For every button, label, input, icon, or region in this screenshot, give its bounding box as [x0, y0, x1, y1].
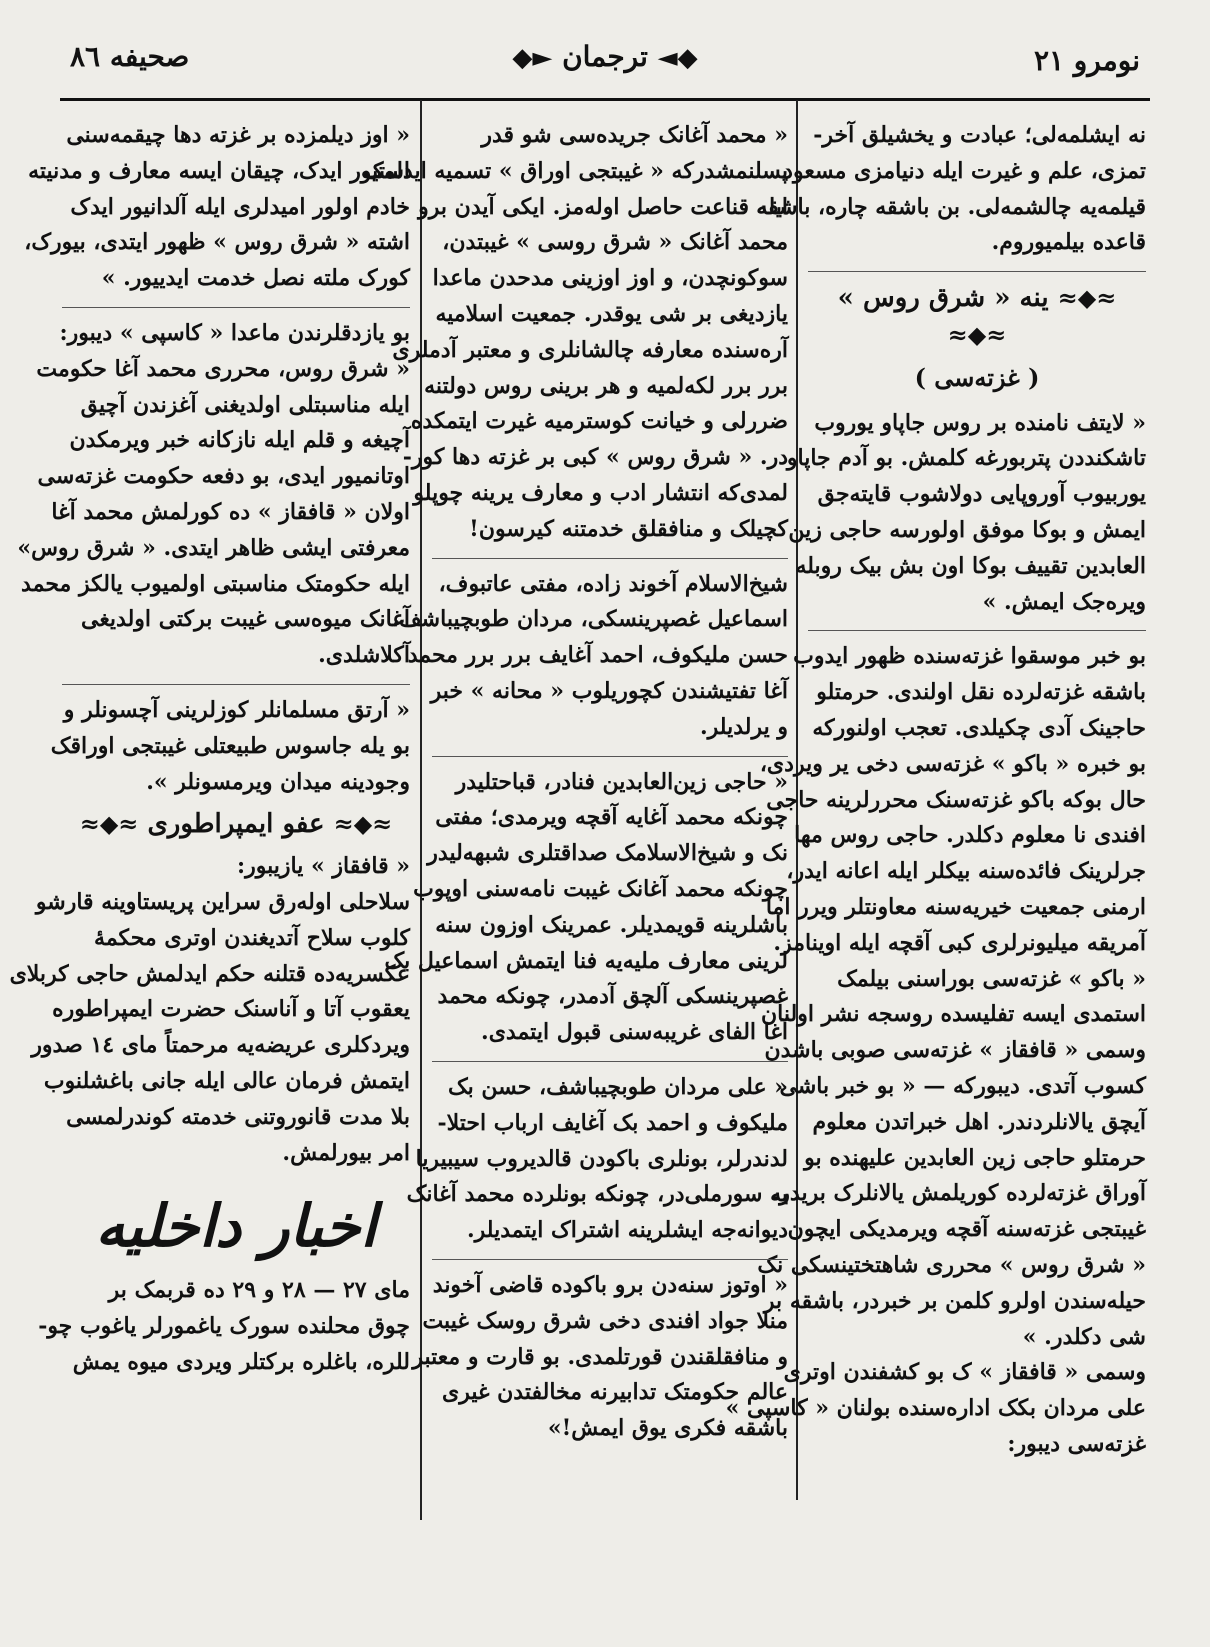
text-line: تمزی، علم و غیرت ایله دنیامزی مسعود — [783, 157, 1146, 184]
text-line: مای ٢٧ — ٢٨ و ٢٩ ده قربمک بر — [108, 1277, 410, 1304]
text-line: محمد آغانک « شرق روسی » غیبتدن، — [442, 229, 788, 256]
text-line: « محمد آغانک جریده‌سی شو قدر — [481, 122, 788, 148]
text-line: سوکونچدن، و اوز اوزینی مدحدن ماعدا — [432, 265, 788, 292]
divider — [62, 684, 410, 685]
text-line: ایله مناسبتلی اولدیغنی آغزندن آچیق — [80, 391, 410, 418]
text-line: قیلمه‌یه چالشمه‌لی. بن باشقه چاره، باشقه — [756, 193, 1146, 220]
text-line: لدندرلر، بونلری باکودن قالدیروب سیبیریا — [415, 1145, 788, 1172]
header-rule — [60, 98, 1150, 101]
column-left-p2 — [17, 316, 410, 674]
text-line: وسمی « قافقاز » غزته‌سی صوبی باشدن — [764, 1037, 1146, 1064]
text-line: « باکو » غزته‌سی بوراسنی بیلمک — [837, 965, 1146, 992]
text-line: باشقه غزته‌لرده نقل اولندی. حرمتلو — [816, 679, 1146, 706]
text-line: « آرتق مسلمانلر کوزلرینی آچسونلر و — [63, 696, 410, 723]
text-line: ایله قناعت حاصل اوله‌مز. ایکی آیدن برو — [418, 193, 788, 220]
text-line: بو خبره « باکو » غزته‌سی دخی یر ویردی، — [759, 750, 1146, 777]
text-line: العابدین تقییف بوکا اون بش بیک روبله — [795, 552, 1146, 579]
ornament-icon: ≈◆≈ — [947, 319, 1007, 349]
text-line: وسمی « قافقاز » ک بو کشفندن اوتری — [783, 1359, 1146, 1386]
text-line: کسوب آتدی. دیبورکه — « بو خبر باشی — [779, 1072, 1146, 1099]
text-line: وجودینه میدان ویرمسونلر ». — [146, 768, 410, 795]
masthead-title — [60, 40, 1150, 73]
text-line: سلاحلی اوله‌رق سراین پریستاوینه قارشو — [35, 888, 410, 915]
text-line: غصپرینسکی آلچق آدمدر، چونکه محمد — [437, 983, 788, 1010]
text-line: آمریقه میلیونرلری کبی آقچه ایله اوینامز. — [773, 929, 1146, 956]
text-line: کچیلک و منافقلق خدمتنه کیرسون! — [469, 515, 788, 542]
text-line: برر برر لکه‌لمیه و هر برینی روس دولتنه — [424, 372, 788, 399]
text-line: اشته « شرق روس » ظهور ایتدی، بیورک، — [24, 229, 410, 256]
text-line: « حاجی زین‌العابدین فنادر، قباحتلیدر — [455, 768, 788, 795]
section-heading-sharq-rus: ≈◆≈ ینه « شرق روس » ≈◆≈ — [837, 283, 1117, 349]
column-middle-p4 — [406, 1070, 788, 1249]
masthead-ornament-right-icon: ►◆ — [512, 43, 553, 73]
column-left-p3 — [50, 693, 410, 800]
text-line: امر بیورلمش. — [282, 1139, 410, 1166]
text-line: باشلرینه قویمدیلر. عمرینک اوزون سنه — [435, 911, 788, 938]
section-heading-afv: ≈◆≈ عفو ایمپراطوری ≈◆≈ — [79, 809, 393, 840]
column-right-intro — [756, 118, 1146, 261]
text-line: عکسریه‌ده قتلنه حکم ایدلمش حاجی کربلای — [9, 960, 410, 987]
masthead-ornament-left-icon: ◆◄ — [657, 43, 698, 73]
text-line: آغا الفای غریبه‌سنی قبول ایتمدی. — [481, 1019, 788, 1046]
text-line: ایمش و بوکا موفق اولورسه حاجی زین — [788, 516, 1146, 543]
text-line: تاشکنددن پتربورغه کلمش. بو آدم جاپاو — [786, 445, 1146, 472]
text-line: آیچق یالانلردندر. اهل خبراتدن معلوم — [812, 1108, 1146, 1135]
text-line: ویره‌جک ایمش. » — [982, 588, 1146, 615]
text-line: « شرق روس، محرری محمد آغا حکومت — [36, 355, 410, 382]
masthead-title-text: ترجمان — [562, 40, 648, 73]
ornament-icon: ≈◆≈ — [1057, 283, 1117, 313]
ornament-icon: ≈◆≈ — [333, 809, 393, 839]
text-line: استیور ایدک، چیقان ایسه معارف و مدنیته — [28, 157, 410, 184]
divider — [808, 630, 1146, 631]
text-line: آوراق غزته‌لرده کوریلمش یالانلرک بریدر. — [771, 1180, 1146, 1207]
text-line: شیخ‌الاسلام آخوند زاده، مفتی عاتبوف، — [438, 570, 788, 597]
divider — [432, 558, 788, 559]
text-line: آغانک میوه‌سی غیبت برکتی اولدیغی — [80, 606, 410, 633]
text-line: لرینی معارف ملیه‌یه فنا ایتمش اسماعیل بک — [384, 947, 788, 974]
text-line: بو خبر موسقوا غزته‌سنده ظهور ایدوب — [793, 643, 1146, 670]
column-left-p4 — [9, 849, 410, 1171]
section-subheading: ( غزته‌سی ) — [914, 362, 1040, 392]
text-line: آچیغه و قلم ایله نازکانه خبر ویرمکدن — [69, 427, 410, 454]
text-line: « اوتوز سنه‌دن برو باکوده قاضی آخوند — [432, 1271, 788, 1298]
text-line: معرفتی ایشی ظاهر ایتدی. « شرق روس» — [17, 534, 410, 561]
divider — [808, 271, 1146, 272]
text-line: چونکه محمد آغانک غیبت نامه‌سنی اوپوب — [413, 875, 788, 902]
text-line: حرمتلو حاجی زین العابدین علیهنده بو — [804, 1144, 1146, 1171]
text-line: حیله‌سندن اولرو کلمن بر خبردر، باشقه بر — [763, 1287, 1146, 1314]
text-line: یه سورملی‌در، چونکه بونلرده محمد آغانک — [406, 1181, 788, 1208]
text-line: کلوب سلاح آتدیغندن اوتری محکمهٔ — [94, 924, 410, 951]
divider — [432, 1259, 788, 1260]
issue-number: نومرو ٢١ — [1033, 44, 1140, 77]
text-line: افندی نا معلوم دکلدر. حاجی روس مها — [794, 822, 1146, 849]
column-middle-p5 — [412, 1268, 788, 1447]
text-line: آکلاشلدی. — [318, 642, 410, 669]
text-line: حال بوکه باکو غزته‌سنک محررلرینه حاجی — [766, 786, 1146, 813]
text-line: آره‌سنده معارفه چالشانلری و معتبر آدملری — [392, 336, 788, 363]
text-line: چوق محلنده سورک یاغمورلر یاغوب چو- — [38, 1313, 410, 1340]
text-line: عالم حکومتک تدابیرنه مخالفتدن غیری — [441, 1379, 788, 1406]
text-line: للره، باغلره برکتلر ویردی میوه یمش — [72, 1348, 410, 1375]
text-line: غزته‌سی دیبور: — [1007, 1430, 1146, 1457]
text-line: قاعده بیلمیوروم. — [991, 229, 1146, 256]
text-line: « اوز دیلمزده بر غزته دها چیقمه‌سنی — [66, 122, 410, 148]
text-line: بلا مدت قانوروتنی خدمته کوندرلمسی — [66, 1103, 410, 1130]
text-line: شی دکلدر. » — [1022, 1323, 1146, 1350]
column-middle-p1 — [363, 118, 788, 548]
text-line: ملیکوف و احمد بک آغایف ارباب احتلا- — [437, 1109, 788, 1136]
text-line: کورک ملته نصل خدمت ایدییور. » — [101, 265, 410, 292]
text-line: ارمنی جمعیت خیریه‌سنه معاونتلر ویرر اما — [765, 893, 1146, 920]
text-line: « شرق روس » محرری شاهتختینسکی نک — [757, 1251, 1146, 1278]
text-line: علی مردان بکک اداره‌سنده بولنان « کاسپی » — [725, 1395, 1146, 1422]
text-line: و منافقلقندن قورتلمدی. بو قارت و معتبر — [412, 1343, 788, 1370]
divider — [432, 756, 788, 757]
column-middle-p3 — [384, 765, 788, 1051]
column-right-quote — [786, 406, 1146, 621]
text-line: بو یله جاسوس طبیعتلی غیبتجی اوراقک — [50, 732, 410, 759]
text-line: حاجینک آدی چکیلدی. تعجب اولنورکه — [812, 714, 1146, 741]
ornament-icon: ≈◆≈ — [79, 809, 139, 839]
section-heading-akhbar-dakhiliye: اخبار داخلیه — [95, 1192, 377, 1261]
text-line: ایله حکومتک مناسبتی اولمیوب یالکز محمد — [21, 570, 410, 597]
text-line: ایتمش فرمان عالی ایله جانی باغشلنوب — [43, 1067, 410, 1094]
text-line: باشقه فکری یوق ایمش!» — [547, 1415, 788, 1442]
text-line: اسماعیل غصپرینسکی، مردان طوبچیباشف، — [391, 606, 788, 633]
page-number: صحیفه ٨٦ — [70, 40, 190, 73]
text-line: و یرلدیلر. — [700, 713, 788, 740]
text-line: نک و شیخ‌الاسلامک صداقتلری شبهه‌لیدر — [427, 840, 788, 867]
divider — [432, 1061, 788, 1062]
text-line: ضررلی و خیانت کوسترمیه غیرت ایتمکده — [410, 408, 788, 435]
text-line: حسن ملیکوف، احمد آغایف برر برر محمد — [407, 642, 788, 669]
column-left-p5 — [38, 1273, 410, 1380]
text-line: لمدی‌که انتشار ادب و معارف یرینه چوپلو — [413, 479, 788, 506]
text-line: یازدیغی بر شی یوقدر. جمعیت اسلامیه — [435, 300, 788, 327]
text-line: جرلرینک فائده‌سنه بیکلر ایله اعانه ایدر، — [786, 858, 1146, 885]
text-line: منلا جواد افندی دخی شرق روسک غیبت — [422, 1307, 788, 1334]
text-line: ویردکلری عریضه‌یه مرحمتاً مای ١٤ صدور — [31, 1032, 410, 1059]
text-line: « قافقاز » یازیبور: — [237, 853, 410, 880]
text-line: « علی مردان طوبچیباشف، حسن بک — [447, 1073, 788, 1100]
text-line: یعقوب آتا و آناسنک حضرت ایمپراطوره — [52, 996, 410, 1023]
column-left — [9, 118, 410, 1618]
text-line: استمدی ایسه تفلیسده روسجه نشر اولنان — [761, 1001, 1146, 1028]
text-line: اولان « قافقاز » ده کورلمش محمد آغا — [51, 498, 410, 525]
text-line: یوربیوب آوروپایی دولاشوب قایته‌جق — [817, 481, 1146, 508]
text-line: در. « شرق روس » کبی بر غزته دها کور- — [402, 444, 788, 471]
text-line: « لایتف نامنده بر روس جاپاو یوروب — [814, 409, 1146, 436]
text-line: چونکه محمد آغایه آقچه ویرمدی؛ مفتی — [435, 804, 788, 831]
page-header — [60, 40, 1150, 96]
text-line: بو یازدقلرندن ماعدا « کاسپی » دیبور: — [59, 319, 410, 346]
text-line: پسلنمشدرکه « غیبتجی اوراق » تسمیه ایدلمک — [363, 157, 788, 184]
text-line: دیوانه‌جه ایشلرینه اشتراک ایتمدیلر. — [467, 1217, 788, 1244]
text-line: آغا تفتیشندن کچوریلوب « محانه » خبر — [430, 677, 788, 704]
divider — [62, 307, 410, 308]
text-line: اوتانمیور ایدی، بو دفعه حکومت غزته‌سی — [37, 463, 410, 490]
column-left-p1 — [24, 118, 410, 297]
column-middle-p2 — [391, 567, 788, 746]
text-line: نه ایشلمه‌لی؛ عبادت و یخشیلق آخر- — [813, 122, 1146, 148]
text-line: خادم اولور امیدلری ایله آلدانیور ایدک — [70, 193, 410, 220]
text-line: غیبتجی غزته‌سنه آقچه ویرمدیکی ایچون — [787, 1216, 1146, 1243]
